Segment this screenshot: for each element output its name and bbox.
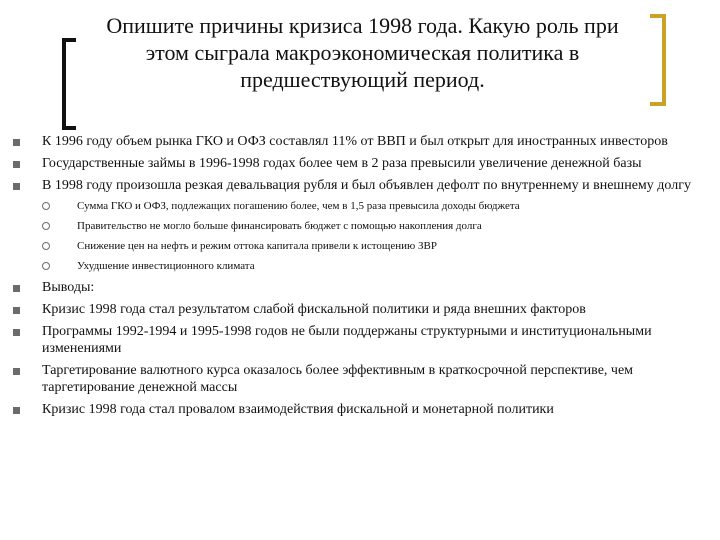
bullet-text: К 1996 году объем рынка ГКО и ОФЗ составлял 11% от ВВП и был открыт для иностранных инвесторов [42,134,668,149]
circle-bullet-icon [42,262,50,270]
sub-bullet-item [0,199,720,213]
right-bracket-decoration [650,14,666,106]
bullet-item [0,362,720,396]
sub-bullet-text: Ухудшение инвестиционного климата [77,260,255,272]
bullet-item [0,279,720,296]
sub-bullet-item [0,239,720,253]
square-bullet-icon [13,285,20,292]
bullet-item [0,155,720,172]
circle-bullet-icon [42,202,50,210]
slide-title: Опишите причины кризиса 1998 года. Какую роль при этом сыграла макроэкономическая политика в предшествующий период. [106,13,619,92]
bullet-item [0,401,720,418]
sub-bullet-list [0,199,720,273]
bullet-item [0,133,720,150]
bullet-text: Государственные займы в 1996-1998 годах более чем в 2 раза превысили увеличение денежной базы [42,156,642,171]
square-bullet-icon [13,368,20,375]
sub-bullet-text: Снижение цен на нефть и режим оттока капитала привели к истощению ЗВР [77,240,437,252]
bullet-text: Таргетирование валютного курса оказалось более эффективным в краткосрочной перспективе, чем таргетирование денежной массы [42,363,634,395]
bullet-text: В 1998 году произошла резкая девальвация рубля и был объявлен дефолт по внутреннему и внешнему долгу [42,178,691,193]
sub-bullet-text: Правительство не могло больше финансировать бюджет с помощью накопления долга [77,220,482,232]
sub-bullet-item [0,259,720,273]
bullet-text: Выводы: [42,280,95,295]
square-bullet-icon [13,407,20,414]
bullet-text: Программы 1992-1994 и 1995-1998 годов не были поддержаны структурными и институциональными изменениями [42,324,652,356]
square-bullet-icon [13,139,20,146]
bullet-item [0,177,720,194]
square-bullet-icon [13,329,20,336]
bullet-item [0,323,720,357]
slide-content [0,133,720,423]
bullet-text: Кризис 1998 года стал провалом взаимодействия фискальной и монетарной политики [42,402,554,417]
sub-bullet-item [0,219,720,233]
sub-bullet-text: Сумма ГКО и ОФЗ, подлежащих погашению более, чем в 1,5 раза превысила доходы бюджета [77,200,520,212]
square-bullet-icon [13,307,20,314]
square-bullet-icon [13,161,20,168]
bullet-text: Кризис 1998 года стал результатом слабой фискальной политики и ряда внешних факторов [42,302,586,317]
circle-bullet-icon [42,222,50,230]
circle-bullet-icon [42,242,50,250]
bullet-item [0,301,720,318]
square-bullet-icon [13,183,20,190]
left-bracket-decoration [62,38,76,130]
